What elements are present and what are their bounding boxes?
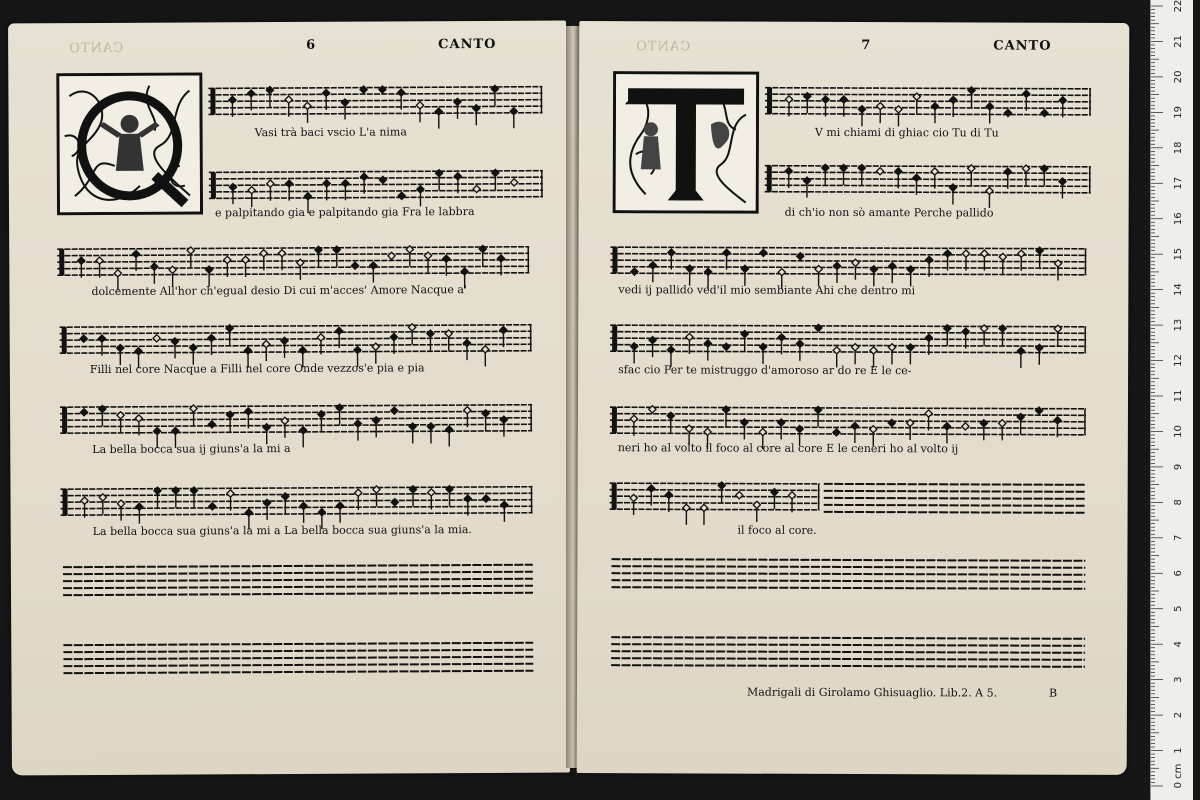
note-head bbox=[788, 492, 795, 499]
note-head bbox=[895, 168, 902, 175]
note-head bbox=[417, 186, 424, 193]
lyric-line: La bella bocca sua giuns'a la mi a La bella bocca sua giuns'a la mia. bbox=[92, 523, 472, 539]
measurement-ruler bbox=[1150, 0, 1193, 800]
note-head bbox=[482, 346, 489, 353]
note-head bbox=[132, 250, 139, 257]
note-head bbox=[245, 509, 252, 516]
note-head bbox=[482, 495, 489, 502]
note-head bbox=[355, 489, 362, 496]
note-head bbox=[1004, 168, 1011, 175]
ruler-mark-label: 1 bbox=[1173, 747, 1184, 754]
ruler-mark-label: 19 bbox=[1173, 105, 1184, 119]
empty-staff bbox=[63, 561, 533, 599]
note-head bbox=[931, 103, 938, 110]
note-head bbox=[686, 425, 693, 432]
note-head bbox=[461, 268, 468, 275]
note-head bbox=[1017, 347, 1024, 354]
note-head bbox=[351, 262, 358, 269]
note-head bbox=[151, 263, 158, 270]
note-head bbox=[1059, 97, 1066, 104]
music-staff bbox=[765, 162, 1091, 197]
note-head bbox=[98, 335, 105, 342]
ruler-mark-label: 9 bbox=[1173, 463, 1184, 471]
note-head bbox=[317, 334, 324, 341]
music-staff bbox=[610, 479, 820, 514]
note-head bbox=[759, 343, 766, 350]
note-head bbox=[278, 250, 285, 257]
note-head bbox=[372, 343, 379, 350]
note-head bbox=[473, 105, 480, 112]
note-head bbox=[443, 255, 450, 262]
note-head bbox=[464, 407, 471, 414]
note-head bbox=[454, 173, 461, 180]
note-head bbox=[267, 180, 274, 187]
note-head bbox=[304, 193, 311, 200]
note-head bbox=[876, 168, 883, 175]
empty-staff bbox=[63, 639, 533, 677]
ruler-mark-label: 18 bbox=[1173, 141, 1184, 155]
note-head bbox=[753, 501, 760, 508]
note-head bbox=[870, 426, 877, 433]
note-head bbox=[944, 250, 951, 257]
note-head bbox=[833, 262, 840, 269]
note-head bbox=[263, 340, 270, 347]
note-head bbox=[1018, 250, 1025, 257]
note-head bbox=[1054, 417, 1061, 424]
voice-heading: CANTO bbox=[438, 36, 497, 53]
note-head bbox=[683, 504, 690, 511]
note-head bbox=[686, 333, 693, 340]
empty-staff bbox=[611, 633, 1085, 671]
note-head bbox=[986, 103, 993, 110]
note-head bbox=[889, 263, 896, 270]
note-head bbox=[1036, 344, 1043, 351]
note-head bbox=[833, 347, 840, 354]
note-head bbox=[360, 173, 367, 180]
ruler-mark-label: 6 bbox=[1173, 570, 1184, 577]
ruler-mark-label: 13 bbox=[1173, 318, 1184, 332]
note-head bbox=[851, 422, 858, 429]
ruler-mark-label: 2 bbox=[1173, 711, 1184, 719]
note-head bbox=[501, 501, 508, 508]
note-head bbox=[323, 180, 330, 187]
music-staff bbox=[610, 243, 1086, 279]
ruler-mark-label: 7 bbox=[1173, 534, 1184, 542]
music-staff bbox=[209, 167, 543, 203]
ruler-unit-label: 0 cm bbox=[1173, 763, 1184, 789]
ruler-mark-label: 22 bbox=[1173, 0, 1184, 13]
note-head bbox=[907, 266, 914, 273]
note-head bbox=[208, 421, 215, 428]
note-head bbox=[796, 340, 803, 347]
note-head bbox=[96, 257, 103, 264]
note-head bbox=[631, 268, 638, 275]
decorated-initial-q bbox=[56, 72, 203, 215]
note-head bbox=[224, 256, 231, 263]
music-staff bbox=[765, 84, 1091, 119]
note-head bbox=[81, 497, 88, 504]
lyric-line: Vasi trà baci vscio L'a nima bbox=[254, 125, 407, 140]
ruler-mark-label: 8 bbox=[1173, 499, 1184, 506]
decorated-initial-t bbox=[613, 71, 759, 214]
empty-staff bbox=[611, 555, 1085, 593]
note-head bbox=[153, 335, 160, 342]
ruler-mark-label: 11 bbox=[1173, 389, 1184, 403]
note-head bbox=[336, 327, 343, 334]
note-head bbox=[962, 423, 969, 430]
lyric-line: neri ho al volto il foco al core al core E le ceneri ho al volto ij bbox=[617, 441, 959, 456]
page-number: 6 bbox=[306, 37, 317, 53]
ruler-mark-label: 21 bbox=[1173, 35, 1184, 48]
note-head bbox=[704, 428, 711, 435]
note-head bbox=[244, 347, 251, 354]
note-head bbox=[263, 424, 270, 431]
note-head bbox=[704, 268, 711, 275]
lyric-line: V mi chiami di ghiac cio Tu di Tu bbox=[814, 125, 999, 140]
note-head bbox=[304, 102, 311, 109]
note-head bbox=[398, 192, 405, 199]
note-head bbox=[760, 249, 767, 256]
note-head bbox=[435, 108, 442, 115]
note-head bbox=[463, 339, 470, 346]
note-head bbox=[78, 257, 85, 264]
note-head bbox=[1023, 90, 1030, 97]
note-head bbox=[630, 415, 637, 422]
note-head bbox=[668, 249, 675, 256]
note-head bbox=[208, 334, 215, 341]
note-head bbox=[318, 509, 325, 516]
ruler-mark-label: 14 bbox=[1173, 283, 1184, 297]
note-head bbox=[300, 427, 307, 434]
note-head bbox=[870, 266, 877, 273]
note-head bbox=[926, 256, 933, 263]
note-head bbox=[950, 96, 957, 103]
ruler-mark-label: 15 bbox=[1173, 247, 1184, 261]
note-head bbox=[169, 266, 176, 273]
note-head bbox=[464, 495, 471, 502]
music-staff bbox=[60, 401, 532, 437]
ruler-mark-label: 20 bbox=[1173, 70, 1184, 84]
music-staff bbox=[57, 243, 529, 279]
note-head bbox=[1041, 109, 1048, 116]
music-staff bbox=[610, 403, 1086, 439]
ruler-mark-label: 12 bbox=[1173, 354, 1184, 367]
note-head bbox=[907, 344, 914, 351]
note-head bbox=[286, 180, 293, 187]
note-head bbox=[248, 187, 255, 194]
note-head bbox=[135, 348, 142, 355]
lyric-line: sfac cio Per te mistruggo d'amoroso ar do re E le ce- bbox=[618, 363, 912, 378]
note-head bbox=[1004, 109, 1011, 116]
note-head bbox=[949, 184, 956, 191]
note-head bbox=[260, 250, 267, 257]
note-head bbox=[631, 343, 638, 350]
note-head bbox=[840, 96, 847, 103]
note-head bbox=[229, 96, 236, 103]
note-head bbox=[785, 96, 792, 103]
ruler-mark-label: 16 bbox=[1173, 212, 1184, 226]
note-head bbox=[778, 269, 785, 276]
lyric-line: di ch'io non sò amante Perche pallido bbox=[784, 205, 994, 220]
note-head bbox=[446, 426, 453, 433]
note-head bbox=[877, 102, 884, 109]
note-head bbox=[136, 503, 143, 510]
voice-heading: CANTO bbox=[993, 38, 1052, 54]
note-head bbox=[154, 427, 161, 434]
note-head bbox=[741, 265, 748, 272]
note-head bbox=[172, 427, 179, 434]
note-head bbox=[500, 326, 507, 333]
ruler-mark-label: 17 bbox=[1173, 176, 1184, 190]
note-head bbox=[700, 504, 707, 511]
note-head bbox=[962, 250, 969, 257]
note-head bbox=[665, 491, 672, 498]
note-head bbox=[427, 423, 434, 430]
lyric-line: Filli nel core Nacque a Filli nel core Onde vezzos'e pia e pia bbox=[89, 361, 425, 377]
note-head bbox=[686, 265, 693, 272]
note-head bbox=[299, 347, 306, 354]
note-head bbox=[342, 180, 349, 187]
note-head bbox=[796, 425, 803, 432]
lyric-line: La bella bocca sua ij giuns'a la mi a bbox=[92, 441, 291, 457]
show-through-text: CANTO bbox=[68, 40, 124, 57]
note-head bbox=[354, 346, 361, 353]
note-head bbox=[323, 89, 330, 96]
note-head bbox=[354, 420, 361, 427]
note-head bbox=[114, 270, 121, 277]
note-head bbox=[245, 408, 252, 415]
note-head bbox=[759, 428, 766, 435]
note-head bbox=[981, 250, 988, 257]
empty-staff bbox=[824, 480, 1086, 517]
music-staff bbox=[60, 321, 532, 357]
lyric-line: il foco al core. bbox=[737, 523, 817, 537]
note-head bbox=[242, 256, 249, 263]
note-head bbox=[925, 334, 932, 341]
note-head bbox=[962, 328, 969, 335]
note-head bbox=[209, 503, 216, 510]
note-head bbox=[822, 96, 829, 103]
note-head bbox=[390, 333, 397, 340]
note-head bbox=[300, 502, 307, 509]
note-head bbox=[925, 410, 932, 417]
note-head bbox=[648, 485, 655, 492]
note-head bbox=[428, 489, 435, 496]
note-head bbox=[416, 102, 423, 109]
note-head bbox=[391, 407, 398, 414]
note-head bbox=[409, 423, 416, 430]
note-head bbox=[497, 255, 504, 262]
note-head bbox=[931, 168, 938, 175]
note-head bbox=[778, 334, 785, 341]
note-head bbox=[285, 96, 292, 103]
note-head bbox=[649, 262, 656, 269]
note-head bbox=[723, 343, 730, 350]
note-head bbox=[858, 106, 865, 113]
note-head bbox=[785, 167, 792, 174]
note-head bbox=[913, 174, 920, 181]
page-number: 7 bbox=[861, 38, 872, 54]
note-head bbox=[135, 415, 142, 422]
note-head bbox=[986, 187, 993, 194]
note-head bbox=[723, 249, 730, 256]
note-head bbox=[667, 346, 674, 353]
ruler-mark-label: 4 bbox=[1173, 640, 1184, 648]
music-staff bbox=[610, 321, 1086, 357]
ruler-mark-label: 10 bbox=[1173, 425, 1184, 438]
note-head bbox=[511, 179, 518, 186]
note-head bbox=[833, 429, 840, 436]
note-head bbox=[80, 409, 87, 416]
lyric-line: e palpitando gia e palpitando gia Fra le labbra bbox=[214, 205, 475, 220]
note-head bbox=[117, 344, 124, 351]
colophon-text: Madrigali di Girolamo Ghisuaglio. Lib.2. A 5. bbox=[746, 685, 998, 700]
note-head bbox=[205, 266, 212, 273]
note-head bbox=[370, 262, 377, 269]
left-page bbox=[8, 21, 570, 776]
note-head bbox=[227, 490, 234, 497]
show-through-text: CANTO bbox=[635, 39, 691, 55]
note-head bbox=[736, 492, 743, 499]
note-head bbox=[704, 340, 711, 347]
note-head bbox=[248, 90, 255, 97]
note-head bbox=[190, 344, 197, 351]
lyric-line: dolcemente All'hor ch'egual desio Di cui m'acces' Amore Nacque a' bbox=[91, 283, 467, 299]
note-head bbox=[510, 108, 517, 115]
note-head bbox=[895, 106, 902, 113]
music-staff bbox=[60, 483, 532, 519]
right-page bbox=[577, 21, 1130, 775]
lyric-line: vedi ij pallido ved'il mio sembiante Ahi che dentro mi bbox=[618, 283, 916, 298]
music-staff bbox=[208, 83, 542, 119]
note-head bbox=[336, 502, 343, 509]
note-head bbox=[80, 335, 87, 342]
note-head bbox=[870, 347, 877, 354]
note-head bbox=[888, 344, 895, 351]
note-head bbox=[398, 89, 405, 96]
note-head bbox=[943, 423, 950, 430]
signature-mark: B bbox=[1048, 686, 1058, 700]
ruler-mark-label: 5 bbox=[1173, 605, 1184, 612]
note-head bbox=[815, 265, 822, 272]
note-head bbox=[852, 344, 859, 351]
ruler-mark-label: 3 bbox=[1173, 676, 1184, 683]
note-head bbox=[473, 185, 480, 192]
